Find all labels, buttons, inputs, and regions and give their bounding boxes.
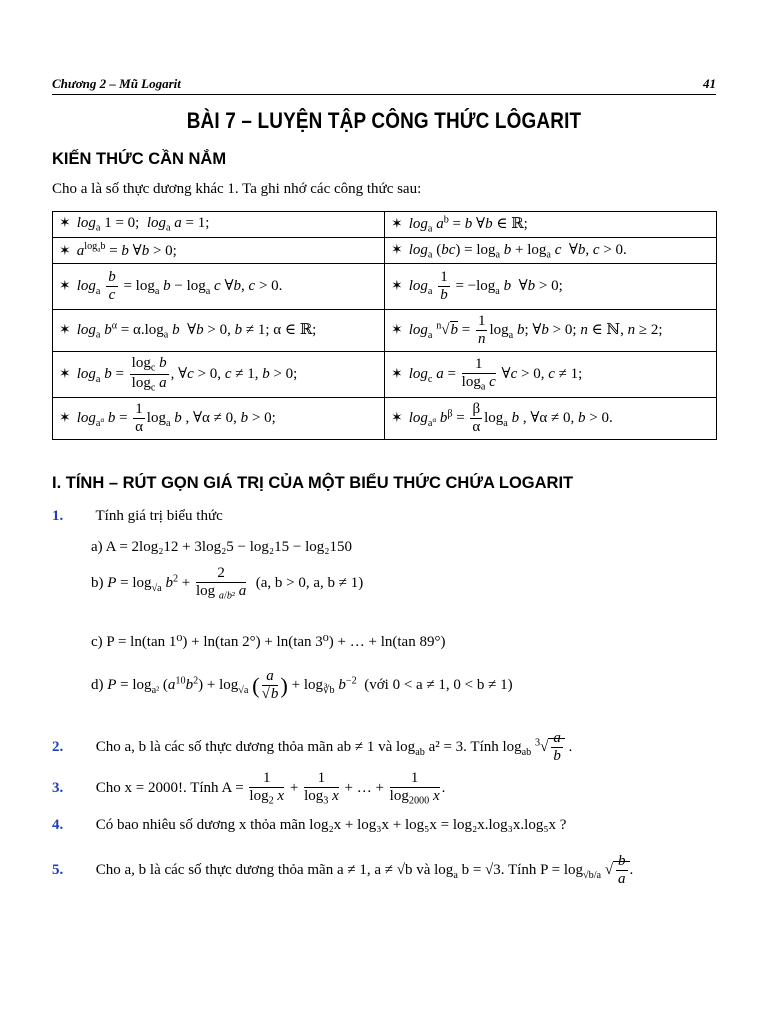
problem-text: Cho x = 2000!. Tính A = [95,780,244,797]
problem-1a: a) A = 2log₂12 + 3log₂5 − log₂15 − log₂150 [91,539,353,555]
problem-text: Tính giá trị biểu thức [95,508,223,524]
formula-row [53,212,717,238]
problem-number: 2. [52,739,64,756]
formula-cell: ✶ $a^{log_ab} = b$ ∀b > 0; [53,238,385,264]
formula-table [52,211,717,440]
condition: (với 0 < a ≠ 1, 0 < b ≠ 1) [364,677,513,694]
problem-5: 5. Cho a, b là các số thực dương thỏa mãn a ≠ 1, a ≠ √b và $\log_a b = √3$. Tính $P = \log_{√b/a}$ √ $\frac{b}{a}$ . [52,853,634,888]
chapter-title: Chương 2 – Mũ Logarit [52,76,181,91]
problem-1c: c) P = ln(tan 1⁰) + ln(tan 2°) + ln(tan 3⁰) + … + ln(tan 89°) [91,634,446,650]
formula-cell: ✶ $\log_c a$ = $\frac{1}{\log_a c}$ ∀c > 0, c ≠ 1; [385,352,717,398]
formula-row [53,264,717,310]
problem-1b: b) $P = \log_{√a} b^2$ + $\frac{2}{\log _{a/b^2} a}$ (a, b > 0, a, b ≠ 1) [91,565,364,602]
problem-text: Cho a, b là các số thực dương thỏa mãn a ≠ 1, a ≠ √b và log [95,862,454,879]
formula-cell: ✶ $\log_a b$ = $\frac{\log_c b}{\log_c a}$ , ∀c > 0, c ≠ 1, b > 0; [53,352,385,398]
formula-row [53,310,717,352]
formula-row [53,352,717,398]
problem-text: Có bao nhiêu số dương x thỏa mãn log₂x + log₃x + log₅x = log₂x.log₃x.log₅x ? [95,817,567,833]
problem-1 [52,508,223,525]
problem-4 [52,817,566,834]
problem-2: 2. Cho a, b là các số thực dương thỏa mãn ab ≠ 1 và $\log_{ab} a^2 = 3$. Tính $\log_{ab} ^3√$ $\frac{a}{b}$ . [52,730,573,765]
formula-cell: ✶ $\log_a (bc) = \log_a b + \log_a c$ ∀b, c > 0. [385,238,717,264]
item-label: d) [91,677,104,694]
section-knowledge-heading: KIẾN THỨC CẦN NẮM [52,150,227,168]
problem-3: 3. Cho x = 2000!. Tính A = $\frac{1}{\log_2 x}$ + $\frac{1}{\log_3 x}$ + … + $\frac{1}{\log_{2000} x}$ . [52,770,446,807]
lesson-title: BÀI 7 – LUYỆN TẬP CÔNG THỨC LÔGARIT [186,108,582,133]
formula-row [53,398,717,440]
formula-cell: ✶ $\log_a ^n√b$ = $\frac{1}{n}$ $\log_a b$; ∀b > 0; n ∈ ℕ, n ≥ 2; [385,310,717,352]
formula-cell: ✶ $\log_a b^\alpha = \alpha.\log_a$ b ∀b > 0, b ≠ 1; α ∈ ℝ; [53,310,385,352]
problem-1d: d) $P = \log_{a^2} (a^{10}b^2) + \log_{√a}$ ( $\frac{a}{√b}$ ) + $\log_{∛b} b^{-2}$ (với 0 < a ≠ 1, 0 < b ≠ 1) [91,668,513,703]
problem-number: 1. [52,508,64,524]
formula-cell: ✶ $\log_a 1 = 0$; $\log_a a = 1$; [53,212,385,238]
formula-cell: ✶ $\log_{a^\alpha} b$ = $\frac{1}{\alpha}$ $\log_a b$ , ∀α ≠ 0, b > 0; [53,398,385,440]
problem-number: 5. [52,862,64,879]
formula-cell: ✶ $\log_a$ $\frac{1}{b}$ = $-\log_a$ b ∀b > 0; [385,264,717,310]
condition: (a, b > 0, a, b ≠ 1) [255,575,364,592]
intro-text: Cho a là số thực dương khác 1. Ta ghi nhớ các công thức sau: [52,181,422,197]
problem-number: 3. [52,780,64,797]
problem-text-cont: b = √3. Tính P = log [461,862,584,879]
item-label: b) [91,575,104,592]
problem-text-cont: a² = 3. Tính log [428,739,522,756]
section-1-heading: I. TÍNH – RÚT GỌN GIÁ TRỊ CỦA MỘT BIỂU THỨC CHỨA LOGARIT [52,474,574,492]
page-header [52,74,716,95]
page-number: 41 [703,76,716,91]
problem-number: 4. [52,817,64,833]
problem-text: Cho a, b là các số thực dương thỏa mãn ab ≠ 1 và log [95,739,416,756]
formula-cell: ✶ $\log_a$ $\frac{b}{c}$ = $\log_a b - \log_a c$ ∀b, c > 0. [53,264,385,310]
formula-row [53,238,717,264]
formula-cell: ✶ $\log_a a^b = b$ ∀b ∈ ℝ; [385,212,717,238]
formula-cell: ✶ $\log_{a^\alpha} b^\beta$ = $\frac{\beta}{\alpha}$ $\log_a b$ , ∀α ≠ 0, b > 0. [385,398,717,440]
